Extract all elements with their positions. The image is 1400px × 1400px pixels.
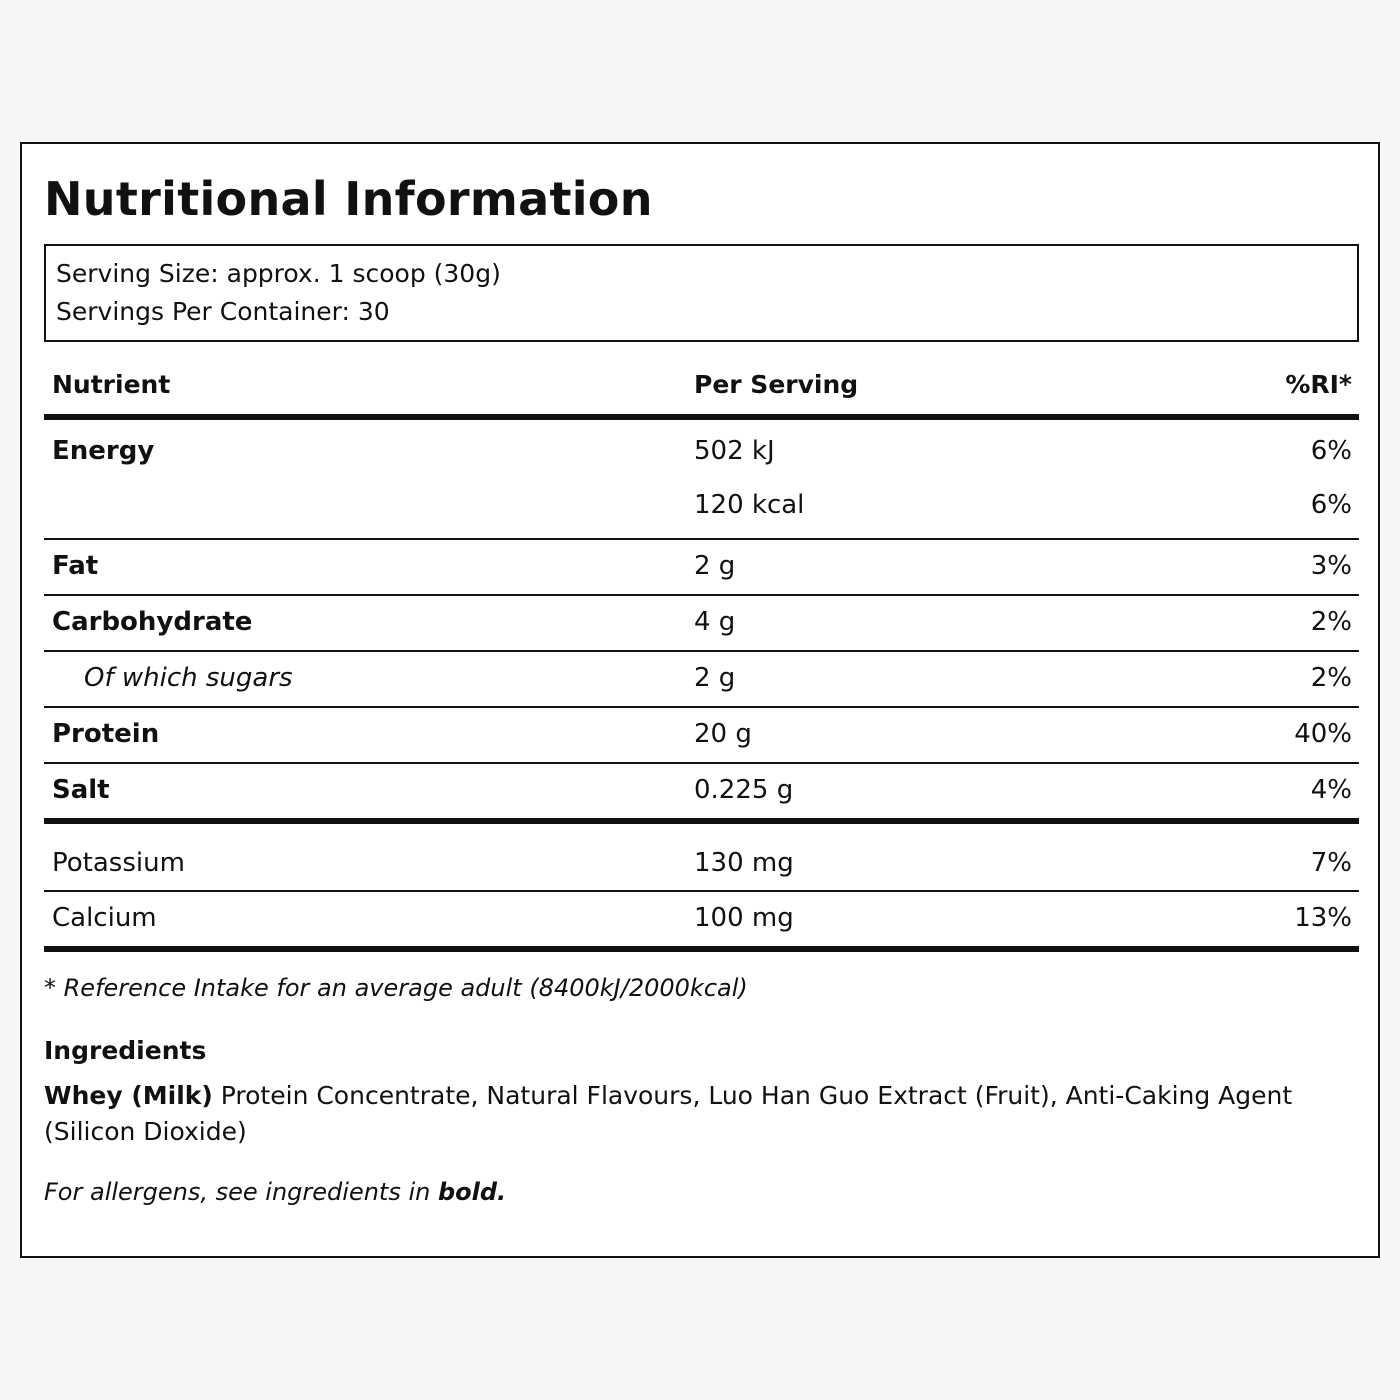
per-serving-value: 120 kcal [694, 490, 805, 520]
nutrition-panel [20, 142, 1380, 1258]
table-header [44, 356, 1359, 420]
nutrition-table [44, 356, 1359, 952]
per-serving-value: 130 mg [694, 848, 794, 878]
table-row [44, 596, 1359, 652]
ri-value: 2% [1310, 607, 1352, 637]
allergen-note [44, 1178, 506, 1206]
allergen-note-bold: bold. [437, 1178, 507, 1206]
per-serving-value: 100 mg [694, 903, 794, 933]
table-row [44, 708, 1359, 764]
ri-value: 13% [1294, 903, 1352, 933]
allergen-highlight: Whey (Milk) [44, 1081, 213, 1110]
ingredients-text [44, 1078, 1344, 1150]
per-serving-value: 4 g [694, 607, 736, 637]
ri-value: 40% [1294, 719, 1352, 749]
per-serving-value: 20 g [694, 719, 752, 749]
per-serving-value: 0.225 g [694, 775, 794, 805]
serving-size: Serving Size: approx. 1 scoop (30g) [56, 259, 501, 288]
servings-per-container: Servings Per Container: 30 [56, 297, 390, 326]
ri-value: 7% [1310, 848, 1352, 878]
nutrient-name: Protein [52, 719, 160, 749]
nutrient-name: Calcium [52, 903, 157, 933]
per-serving-value: 502 kJ [694, 436, 775, 466]
nutrient-name: Of which sugars [84, 663, 293, 693]
table-row [44, 652, 1359, 708]
table-row [44, 892, 1359, 952]
table-row [44, 420, 1359, 540]
header-nutrient: Nutrient [52, 370, 171, 399]
ri-value: 2% [1310, 663, 1352, 693]
page-title: Nutritional Information [44, 172, 653, 226]
nutrient-name: Fat [52, 551, 99, 581]
nutrient-name: Salt [52, 775, 110, 805]
ri-value: 6% [1310, 490, 1352, 520]
header-ri: %RI* [1285, 370, 1352, 399]
ri-value: 6% [1310, 436, 1352, 466]
per-serving-value: 2 g [694, 663, 736, 693]
nutrient-name: Carbohydrate [52, 607, 253, 637]
nutrient-name: Potassium [52, 848, 185, 878]
per-serving-value: 2 g [694, 551, 736, 581]
allergen-note-text: For allergens, see ingredients in [44, 1178, 438, 1206]
nutrient-name: Energy [52, 436, 155, 466]
ri-footnote: * Reference Intake for an average adult (8400kJ/2000kcal) [44, 974, 748, 1002]
ri-value: 3% [1310, 551, 1352, 581]
serving-info-box [44, 244, 1359, 342]
table-row [44, 540, 1359, 596]
header-per-serving: Per Serving [694, 370, 859, 399]
table-row [44, 824, 1359, 892]
ri-value: 4% [1310, 775, 1352, 805]
table-row [44, 764, 1359, 824]
ingredients-heading: Ingredients [44, 1036, 207, 1065]
ingredients-list: Protein Concentrate, Natural Flavours, Luo Han Guo Extract (Fruit), Anti-Caking Agent (Silicon Dioxide) [44, 1081, 1293, 1146]
